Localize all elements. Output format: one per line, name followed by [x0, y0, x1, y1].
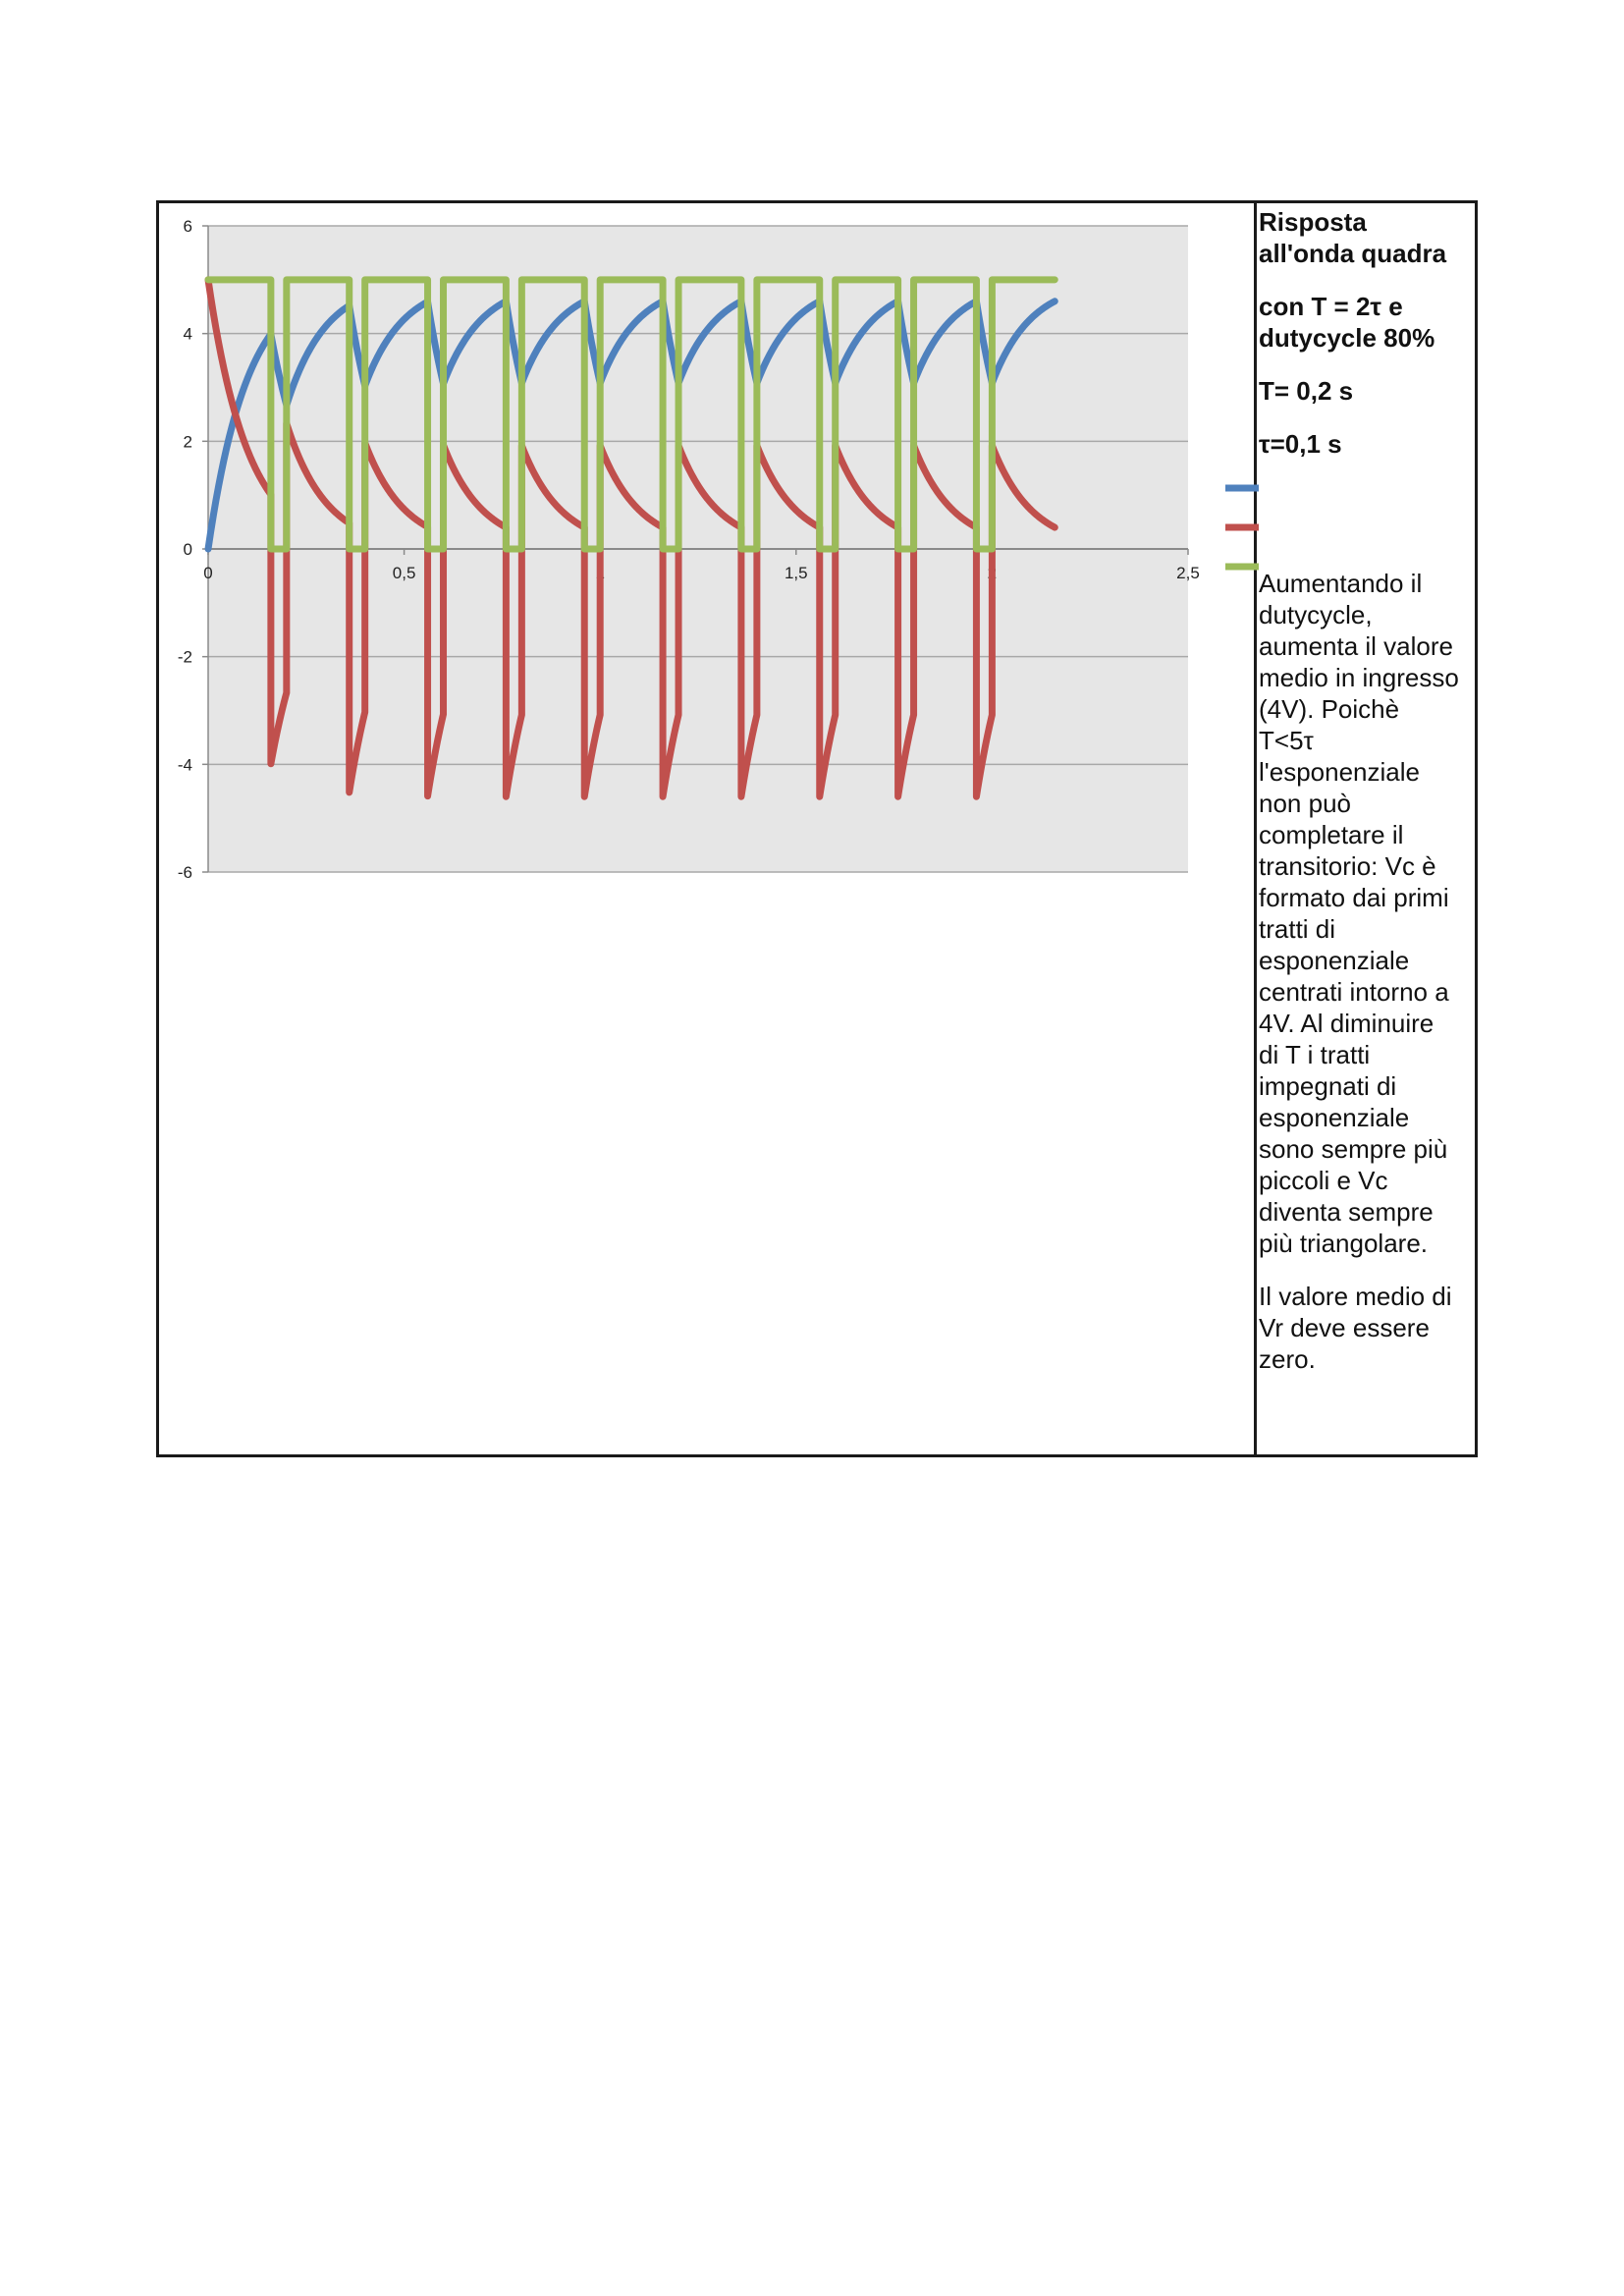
explanation-line: medio in ingresso	[1259, 663, 1459, 692]
explanation-line: sono sempre più	[1259, 1134, 1448, 1164]
mean-note-line: Il valore medio di	[1259, 1282, 1452, 1311]
condition-line-2: dutycycle 80%	[1259, 323, 1435, 353]
y-tick-label: 2	[183, 432, 192, 452]
explanation-line: Aumentando il	[1259, 569, 1423, 598]
y-tick-label: -6	[177, 863, 192, 882]
explanation-line: di T i tratti	[1259, 1040, 1371, 1069]
explanation-line: esponenziale	[1259, 1103, 1410, 1132]
explanation-line: impegnati di	[1259, 1071, 1397, 1101]
x-tick-label: 1,5	[784, 564, 808, 582]
explanation-line: diventa sempre	[1259, 1197, 1434, 1227]
explanation-line: tratti di	[1259, 914, 1336, 944]
explanation-line: non può	[1259, 789, 1351, 818]
mean-note-line: zero.	[1259, 1344, 1316, 1374]
tau-value: τ=0,1 s	[1259, 429, 1342, 459]
explanation-line: centrati intorno a	[1259, 977, 1449, 1007]
y-tick-label: -2	[177, 647, 192, 667]
explanation-line: dutycycle,	[1259, 600, 1373, 629]
period-value: T= 0,2 s	[1259, 376, 1354, 406]
x-tick-label: 1	[595, 564, 605, 582]
explanation-line: aumenta il valore	[1259, 631, 1453, 661]
y-tick-label: 0	[183, 540, 192, 559]
explanation-line: formato dai primi	[1259, 883, 1449, 912]
explanation-line: completare il	[1259, 820, 1404, 849]
x-tick-label: 0,5	[392, 564, 416, 582]
y-tick-label: 6	[183, 217, 192, 236]
explanation-line: l'esponenziale	[1259, 757, 1420, 787]
explanation-line: transitorio: Vc è	[1259, 851, 1436, 881]
y-tick-label: 4	[183, 324, 192, 344]
explanation-paragraph	[1259, 568, 1477, 1259]
side-panel	[1259, 206, 1477, 1375]
explanation-line: 4V. Al diminuire	[1259, 1009, 1435, 1038]
explanation-line: più triangolare.	[1259, 1229, 1428, 1258]
condition-line-1: con T = 2τ e	[1259, 292, 1403, 321]
explanation-line: esponenziale	[1259, 946, 1410, 975]
mean-value-note	[1259, 1281, 1477, 1375]
x-tick-label: 2	[987, 564, 998, 582]
explanation-line: T<5τ	[1259, 726, 1314, 755]
x-tick-label: 0	[203, 564, 213, 582]
x-tick-label: 2,5	[1176, 564, 1200, 582]
explanation-line: piccoli e Vc	[1259, 1166, 1388, 1195]
y-tick-label: -4	[177, 755, 192, 775]
title-line-1: Risposta	[1259, 207, 1367, 237]
title-line-2: all'onda quadra	[1259, 239, 1447, 268]
mean-note-line: Vr deve essere	[1259, 1313, 1430, 1342]
explanation-line: (4V). Poichè	[1259, 694, 1400, 724]
